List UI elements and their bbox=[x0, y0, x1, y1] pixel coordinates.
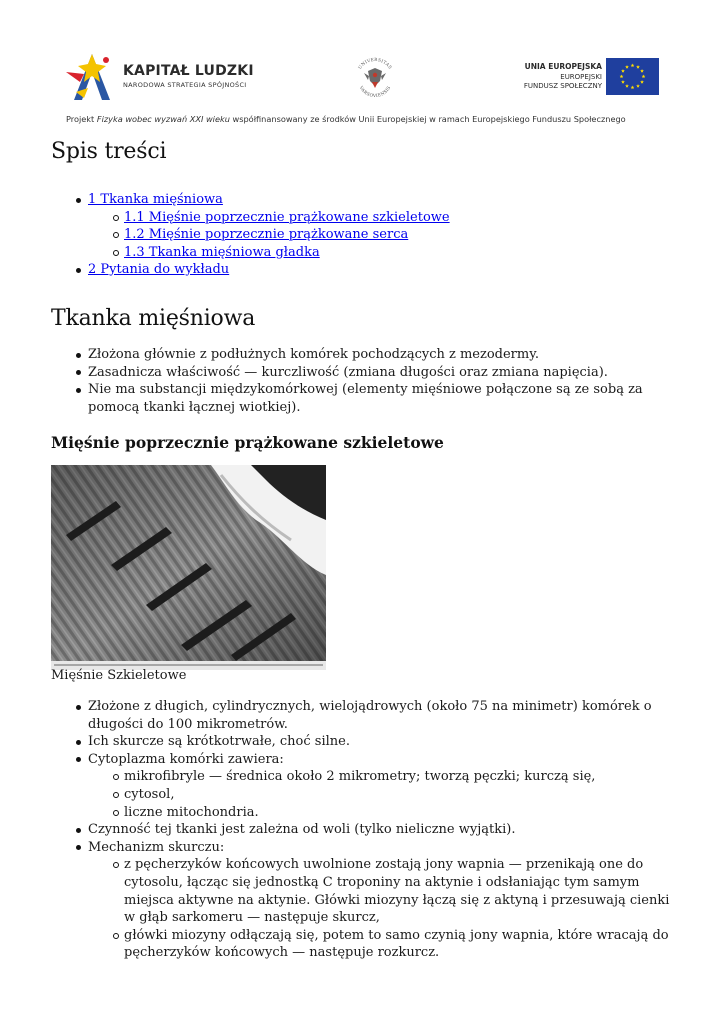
list-item: Nie ma substancji międzykomórkowej (elementy mięśniowe połączone są ze sobą za pomocą tkanki łącznej wiotkiej). bbox=[51, 381, 681, 416]
toc-title: Spis treści bbox=[51, 139, 167, 164]
project-prefix: Projekt bbox=[66, 114, 97, 124]
toc-link-2[interactable]: 2 Pytania do wykładu bbox=[88, 262, 230, 278]
subsection-bullets bbox=[51, 698, 681, 962]
list-item: Złożone z długich, cylindrycznych, wielojądrowych (około 75 na minimetr) komórek o długości do 100 mikrometrów. bbox=[51, 698, 681, 733]
list-item: Złożona głównie z podłużnych komórek pochodzących z mezodermy. bbox=[51, 346, 681, 364]
list-item-text: Mechanizm skurczu: bbox=[88, 839, 225, 855]
kapital-ludzki-logo-icon bbox=[66, 52, 118, 102]
header-banner bbox=[0, 0, 725, 135]
toc-link-1-2[interactable]: 1.2 Mięśnie poprzecznie prążkowane serca bbox=[124, 227, 409, 243]
list-item bbox=[51, 751, 681, 821]
seal-top-text: UNIVERSITAS bbox=[357, 57, 393, 71]
section-title: Tkanka mięśniowa bbox=[51, 306, 256, 331]
sub-list-item: główki miozyny odłączają się, potem to samo czynią jony wapnia, które wracają do pęcherzyków końcowych — następuje rozkurcz. bbox=[88, 927, 681, 962]
kapital-ludzki-subtitle: NARODOWA STRATEGIA SPÓJNOŚCI bbox=[123, 81, 247, 89]
list-item: Zasadnicza właściwość — kurczliwość (zmiana długości oraz zmiana napięcia). bbox=[51, 364, 681, 382]
skeletal-muscle-micrograph[interactable] bbox=[51, 465, 326, 670]
subsection-title: Mięśnie poprzecznie prążkowane szkieletowe bbox=[51, 433, 444, 452]
sub-list-item: z pęcherzyków końcowych uwolnione zostają jony wapnia — przenikają one do cytosolu, łącząc się jednostką C troponiny na aktynie i odsłaniając tym samym miejsca aktywne na aktynie. Główki miozyny łączą się z aktyną i przesuwają cienki w głąb sarkomeru — następuje skurcz, bbox=[88, 856, 681, 926]
toc-link-1-3[interactable]: 1.3 Tkanka mięśniowa gładka bbox=[124, 244, 320, 260]
project-name: Fizyka wobec wyzwań XXI wieku bbox=[96, 114, 230, 124]
toc-item-1 bbox=[51, 191, 681, 261]
section-bullets bbox=[51, 346, 681, 416]
toc-item-1-2 bbox=[88, 226, 681, 244]
eu-fund-line1: EUROPEJSKI bbox=[560, 73, 602, 81]
eu-title: UNIA EUROPEJSKA bbox=[524, 62, 602, 71]
sub-list-item: liczne mitochondria. bbox=[88, 804, 681, 822]
seal-bottom-text: VARSOVIENSIS bbox=[357, 85, 393, 100]
project-note bbox=[66, 114, 666, 124]
toc-item-1-1 bbox=[88, 209, 681, 227]
list-item: Ich skurcze są krótkotrwałe, choć silne. bbox=[51, 733, 681, 751]
eu-flag-icon bbox=[606, 58, 659, 95]
sub-list-item: cytosol, bbox=[88, 786, 681, 804]
university-seal-icon bbox=[352, 55, 398, 101]
sub-list-item: mikrofibryle — średnica około 2 mikrometry; tworzą pęczki; kurczą się, bbox=[88, 768, 681, 786]
figure-caption: Mięśnie Szkieletowe bbox=[51, 668, 187, 683]
kapital-ludzki-title: KAPITAŁ LUDZKI bbox=[123, 63, 254, 79]
table-of-contents bbox=[51, 191, 681, 279]
eu-fund-line2: FUNDUSZ SPOŁECZNY bbox=[523, 82, 602, 90]
toc-item-1-3 bbox=[88, 244, 681, 262]
toc-item-2 bbox=[51, 261, 681, 279]
project-suffix: współfinansowany ze środków Unii Europejskiej w ramach Europejskiego Funduszu Społecznego bbox=[229, 114, 626, 124]
toc-link-1[interactable]: 1 Tkanka mięśniowa bbox=[88, 192, 223, 207]
list-item: Czynność tej tkanki jest zależna od woli (tylko nieliczne wyjątki). bbox=[51, 821, 681, 839]
toc-link-1-1[interactable]: 1.1 Mięśnie poprzecznie prążkowane szkieletowe bbox=[124, 209, 450, 225]
list-item-text: Cytoplazma komórki zawiera: bbox=[88, 751, 284, 767]
list-item bbox=[51, 839, 681, 962]
